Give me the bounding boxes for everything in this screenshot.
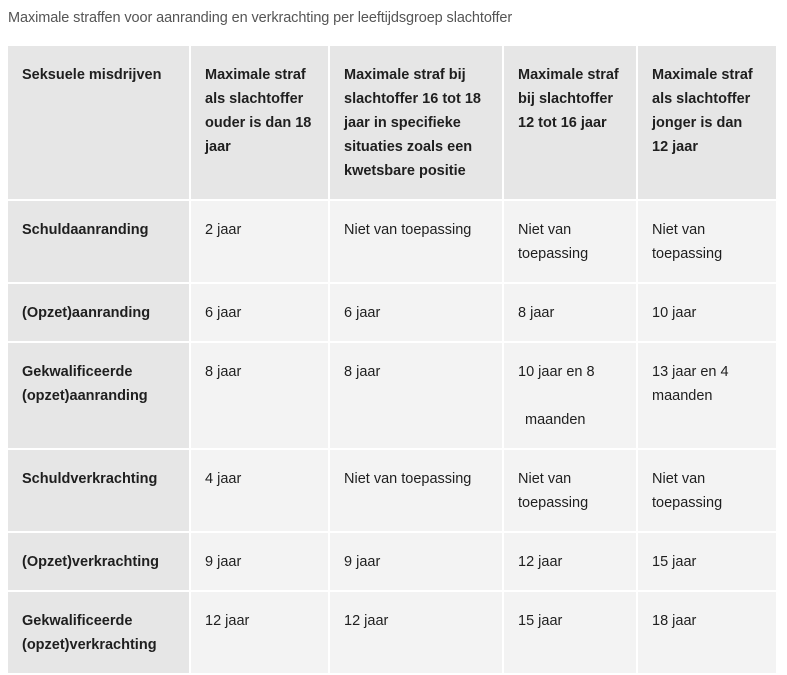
cell-under-12: 13 jaar en 4 maanden [637, 342, 777, 449]
table-row [8, 200, 777, 283]
cell-over-18: 8 jaar [190, 342, 329, 449]
cell-12-to-16: 8 jaar [503, 283, 637, 342]
cell-12-to-16: 12 jaar [503, 532, 637, 591]
cell-line: maanden [525, 412, 586, 428]
cell-12-to-16: Niet van toepassing [503, 449, 637, 532]
cell-16-to-18: Niet van toepassing [329, 449, 503, 532]
cell-over-18: 9 jaar [190, 532, 329, 591]
cell-12-to-16: 15 jaar [503, 591, 637, 674]
row-header-offense: (Opzet)verkrachting [8, 532, 190, 591]
cell-over-18: 6 jaar [190, 283, 329, 342]
cell-under-12: Niet van toepassing [637, 449, 777, 532]
penalties-table [8, 44, 778, 675]
row-header-offense: Gekwalificeerde (opzet)aanranding [8, 342, 190, 449]
row-header-offense: Schuldverkrachting [8, 449, 190, 532]
row-header-offense: Schuldaanranding [8, 200, 190, 283]
cell-12-to-16: Niet van toepassing [503, 200, 637, 283]
table-row [8, 449, 777, 532]
row-header-offense: Gekwalificeerde (opzet)verkrachting [8, 591, 190, 674]
table-caption: Maximale straffen voor aanranding en verkrachting per leeftijdsgroep slachtoffer [8, 10, 513, 26]
cell-over-18: 4 jaar [190, 449, 329, 532]
cell-line: 10 jaar en 8 [518, 364, 595, 380]
cell-under-12: 15 jaar [637, 532, 777, 591]
table-header-row [8, 45, 777, 200]
column-header-under-12: Maximale straf als slachtoffer jonger is dan 12 jaar [637, 45, 777, 200]
cell-over-18: 12 jaar [190, 591, 329, 674]
table-row [8, 342, 777, 449]
cell-over-18: 2 jaar [190, 200, 329, 283]
cell-under-12: 10 jaar [637, 283, 777, 342]
table-row [8, 591, 777, 674]
table-row [8, 532, 777, 591]
cell-16-to-18: 8 jaar [329, 342, 503, 449]
cell-16-to-18: 6 jaar [329, 283, 503, 342]
cell-12-to-16 [503, 342, 637, 449]
column-header-12-to-16: Maximale straf bij slachtoffer 12 tot 16 jaar [503, 45, 637, 200]
cell-16-to-18: 9 jaar [329, 532, 503, 591]
cell-16-to-18: Niet van toepassing [329, 200, 503, 283]
column-header-16-to-18: Maximale straf bij slachtoffer 16 tot 18 jaar in specifieke situaties zoals een kwetsbare positie [329, 45, 503, 200]
cell-16-to-18: 12 jaar [329, 591, 503, 674]
column-header-offense: Seksuele misdrijven [8, 45, 190, 200]
table-row [8, 283, 777, 342]
column-header-over-18: Maximale straf als slachtoffer ouder is dan 18 jaar [190, 45, 329, 200]
cell-under-12: Niet van toepassing [637, 200, 777, 283]
cell-under-12: 18 jaar [637, 591, 777, 674]
row-header-offense: (Opzet)aanranding [8, 283, 190, 342]
